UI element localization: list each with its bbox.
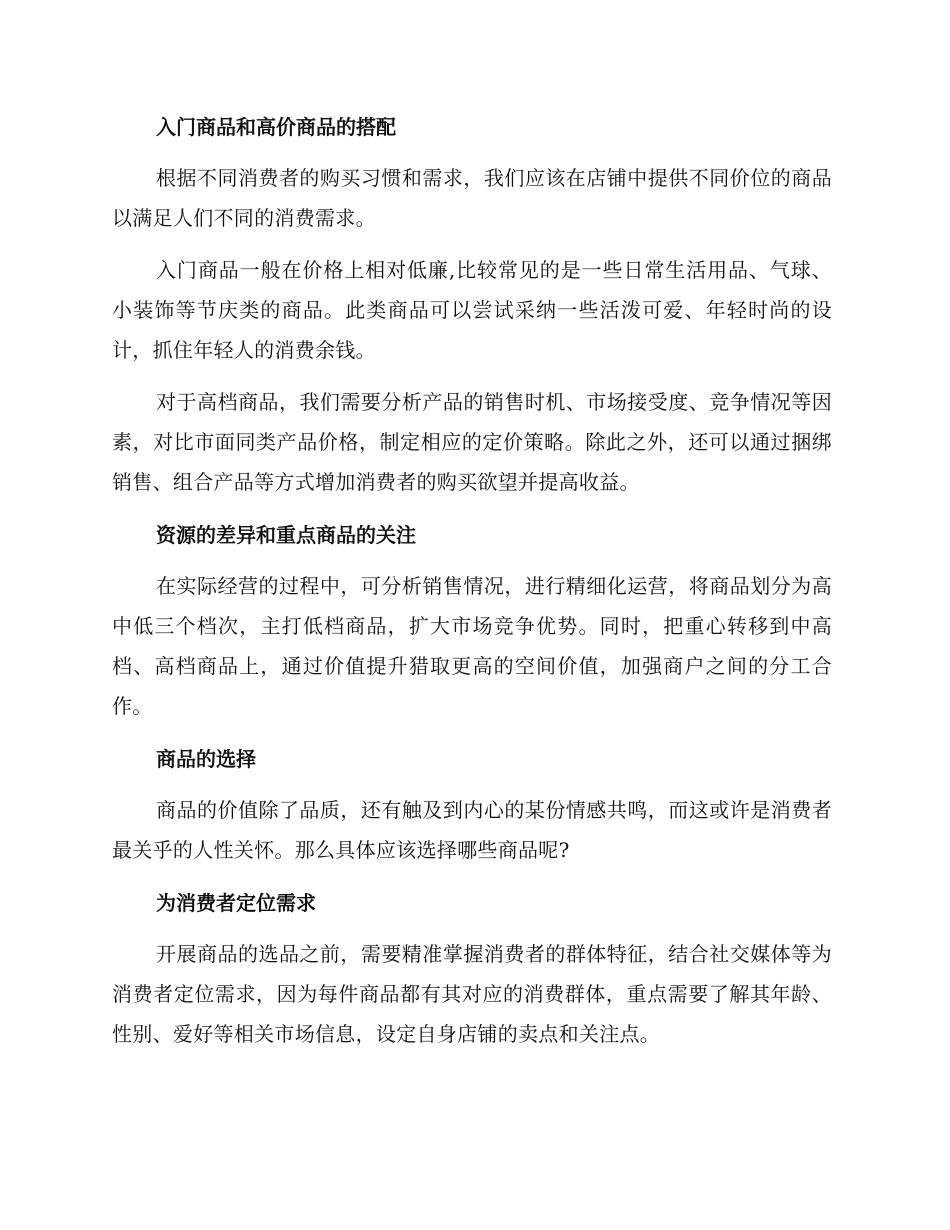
section-heading-1: 入门商品和高价商品的搭配 — [156, 115, 396, 139]
section-heading-3: 商品的选择 — [156, 747, 256, 771]
section-heading-4: 为消费者定位需求 — [156, 891, 316, 915]
section-2-paragraph-1: 在实际经营的过程中，可分析销售情况，进行精细化运营，将商品划分为高中低三个档次，主打低档商品，扩大市场竞争优势。同时，把重心转移到中高档、高档商品上，通过价值提升猎取更高的空间价值，加强商户之间的分工合作。 — [112, 574, 832, 718]
section-4-paragraph-1: 开展商品的选品之前，需要精准掌握消费者的群体特征，结合社交媒体等为消费者定位需求，因为每件商品都有其对应的消费群体，重点需要了解其年龄、性别、爱好等相关市场信息，设定自身店铺的卖点和关注点。 — [112, 942, 832, 1046]
section-heading-2: 资源的差异和重点商品的关注 — [156, 523, 416, 547]
section-1-paragraph-2: 入门商品一般在价格上相对低廉,比较常见的是一些日常生活用品、气球、小装饰等节庆类的商品。此类商品可以尝试采纳一些活泼可爱、年轻时尚的设计，抓住年轻人的消费余钱。 — [112, 258, 832, 362]
section-3-paragraph-1: 商品的价值除了品质，还有触及到内心的某份情感共鸣，而这或许是消费者最关乎的人性关怀。那么具体应该选择哪些商品呢? — [112, 798, 832, 862]
section-1-paragraph-1: 根据不同消费者的购买习惯和需求，我们应该在店铺中提供不同价位的商品以满足人们不同的消费需求。 — [112, 166, 832, 230]
section-1-paragraph-3: 对于高档商品，我们需要分析产品的销售时机、市场接受度、竞争情况等因素，对比市面同类产品价格，制定相应的定价策略。除此之外，还可以通过捆绑销售、组合产品等方式增加消费者的购买欲望并提高收益。 — [112, 390, 832, 494]
document-page — [112, 108, 832, 1054]
